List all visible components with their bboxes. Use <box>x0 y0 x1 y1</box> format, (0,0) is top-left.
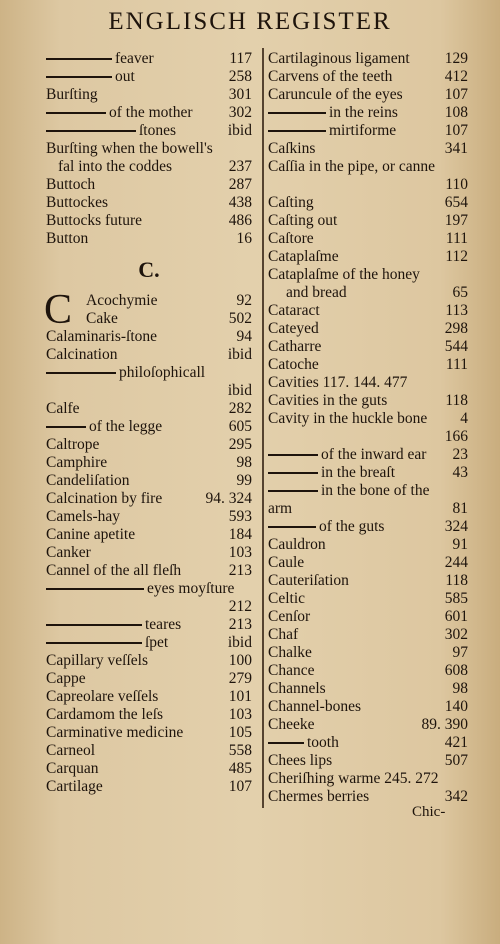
index-entry <box>268 680 468 698</box>
entry-page-number: 412 <box>444 68 468 85</box>
entry-term: Chance <box>268 662 315 679</box>
entry-page-number: 302 <box>228 104 252 121</box>
index-entry <box>268 356 468 374</box>
repeat-dash <box>46 372 116 374</box>
entry-page-number: 107 <box>228 778 252 795</box>
entry-term: and bread <box>286 284 347 301</box>
entry-term: Camphire <box>46 454 108 471</box>
index-entry <box>46 230 252 248</box>
entry-term: eyes moyſture <box>147 580 235 597</box>
entry-page-number: 94. 324 <box>205 490 252 507</box>
index-entry <box>268 554 468 572</box>
entry-term: Capillary veſſels <box>46 652 149 669</box>
index-entry <box>46 86 252 104</box>
entry-term: Carvens of the teeth <box>268 68 393 85</box>
entry-term: Cappe <box>46 670 86 687</box>
entry-page-number: 287 <box>228 176 252 193</box>
index-entry <box>46 490 252 508</box>
entry-term: Caſting out <box>268 212 338 229</box>
entry-page-number: 279 <box>228 670 252 687</box>
entry-page-number: 324 <box>444 518 468 535</box>
index-entry <box>268 464 468 482</box>
index-entry <box>268 590 468 608</box>
index-entry <box>46 580 252 598</box>
index-entry <box>46 158 252 176</box>
entry-term: Burſting when the bowell's <box>46 140 213 157</box>
column-divider <box>262 48 264 808</box>
entry-term: Calaminaris-ſtone <box>46 328 158 345</box>
entry-term: out <box>115 68 135 85</box>
entry-term: Canker <box>46 544 91 561</box>
repeat-dash <box>268 454 318 456</box>
index-entry <box>268 716 468 734</box>
index-entry <box>46 724 252 742</box>
entry-term: Calcination <box>46 346 118 363</box>
index-entry <box>46 140 252 158</box>
entry-term: Caruncule of the eyes <box>268 86 403 103</box>
entry-term: in the bone of the <box>321 482 430 499</box>
repeat-dash <box>268 526 316 528</box>
entry-page-number: 213 <box>228 616 252 633</box>
entry-term: Chalke <box>268 644 312 661</box>
index-entry <box>46 176 252 194</box>
index-entry <box>46 508 252 526</box>
index-entry <box>268 212 468 230</box>
entry-term: Cauldron <box>268 536 326 553</box>
entry-term: Caltrope <box>46 436 100 453</box>
index-entry <box>46 454 252 472</box>
repeat-dash <box>46 112 106 114</box>
entry-page-number: 237 <box>228 158 252 175</box>
index-entry <box>268 482 468 500</box>
entry-page-number: 91 <box>452 536 468 553</box>
entry-page-number: ibid <box>227 634 252 651</box>
repeat-dash <box>46 76 112 78</box>
entry-term: feaver <box>115 50 154 67</box>
index-entry <box>46 616 252 634</box>
repeat-dash <box>46 588 144 590</box>
index-entry <box>268 644 468 662</box>
entry-page-number: 100 <box>228 652 252 669</box>
entry-term: Cavities 117. 144. 477 <box>268 374 408 391</box>
entry-term: Catharre <box>268 338 322 355</box>
entry-term: Chermes berries <box>268 788 370 805</box>
entry-page-number: 301 <box>228 86 252 103</box>
entry-term: of the legge <box>89 418 163 435</box>
entry-term: Cartilaginous ligament <box>268 50 410 67</box>
entry-term: Buttocks future <box>46 212 142 229</box>
entry-page-number: 585 <box>444 590 468 607</box>
index-entry <box>46 310 252 328</box>
entry-page-number: 282 <box>228 400 252 417</box>
repeat-dash <box>268 112 326 114</box>
repeat-dash <box>268 490 318 492</box>
entry-term: of the guts <box>319 518 385 535</box>
entry-term: ſtones <box>139 122 177 139</box>
entry-term: Calfe <box>46 400 80 417</box>
entry-page-number: 593 <box>228 508 252 525</box>
section-heading: C. <box>138 257 160 282</box>
entry-page-number: 302 <box>444 626 468 643</box>
entry-term: Button <box>46 230 89 247</box>
repeat-dash <box>46 642 142 644</box>
entry-term: Carneol <box>46 742 96 759</box>
entry-term: Cheriſhing warme 245. 272 <box>268 770 439 787</box>
index-entry <box>46 104 252 122</box>
entry-page-number: 601 <box>444 608 468 625</box>
entry-term: Cartilage <box>46 778 103 795</box>
entry-page-number: 342 <box>444 788 468 805</box>
entry-term: Cavity in the huckle bone <box>268 410 428 427</box>
entry-page-number: 166 <box>444 428 468 445</box>
page-header: ENGLISCH REGISTER <box>108 8 392 35</box>
index-entry <box>268 302 468 320</box>
entry-term: Cauteriſation <box>268 572 349 589</box>
entry-page-number: 544 <box>444 338 468 355</box>
index-entry <box>268 230 468 248</box>
entry-page-number: 129 <box>444 50 468 67</box>
index-entry <box>268 752 468 770</box>
entry-term: Chees lips <box>268 752 333 769</box>
entry-term: in the breaſt <box>321 464 396 481</box>
entry-term: Acochymie <box>86 292 158 309</box>
index-entry <box>268 500 468 518</box>
entry-page-number: 298 <box>444 320 468 337</box>
index-entry <box>268 698 468 716</box>
entry-page-number: 99 <box>236 472 252 489</box>
entry-term: tooth <box>307 734 339 751</box>
entry-page-number: ibid <box>227 122 252 139</box>
entry-term: Cake <box>86 310 118 327</box>
repeat-dash <box>268 472 318 474</box>
entry-term: Cataract <box>268 302 320 319</box>
index-entry <box>46 436 252 454</box>
entry-page-number: 23 <box>452 446 468 463</box>
entry-page-number: 110 <box>445 176 468 193</box>
repeat-dash <box>46 58 112 60</box>
entry-term: Caſkins <box>268 140 316 157</box>
index-entry <box>268 662 468 680</box>
index-entry <box>268 518 468 536</box>
index-entry <box>268 266 468 284</box>
entry-term: of the inward ear <box>321 446 427 463</box>
index-entry <box>46 364 252 382</box>
left-column <box>46 50 252 796</box>
repeat-dash <box>46 130 136 132</box>
entry-term: Burſting <box>46 86 98 103</box>
index-entry <box>46 526 252 544</box>
index-entry <box>268 410 468 428</box>
entry-page-number: 98 <box>452 680 468 697</box>
index-entry <box>46 346 252 364</box>
entry-page-number: 111 <box>445 230 468 247</box>
index-entry <box>46 760 252 778</box>
index-entry <box>46 634 252 652</box>
index-entry <box>268 68 468 86</box>
index-entry <box>46 688 252 706</box>
entry-page-number: 258 <box>228 68 252 85</box>
index-entry <box>46 328 252 346</box>
repeat-dash <box>46 624 142 626</box>
index-entry <box>268 338 468 356</box>
entry-page-number: 118 <box>445 572 468 589</box>
entry-term: teares <box>145 616 182 633</box>
index-entry <box>268 320 468 338</box>
entry-term: philoſophicall <box>119 364 206 381</box>
index-entry <box>268 608 468 626</box>
entry-term: Buttockes <box>46 194 108 211</box>
entry-term: Caſtore <box>268 230 314 247</box>
entry-page-number: 558 <box>228 742 252 759</box>
repeat-dash <box>46 426 86 428</box>
index-entry <box>46 544 252 562</box>
entry-page-number: 43 <box>452 464 468 481</box>
entry-page-number: 103 <box>228 706 252 723</box>
index-entry <box>268 158 468 176</box>
index-entry <box>268 248 468 266</box>
entry-page-number: 502 <box>228 310 252 327</box>
entry-page-number: 117 <box>229 50 252 67</box>
entry-page-number: 507 <box>444 752 468 769</box>
entry-term: Camels-hay <box>46 508 121 525</box>
entry-page-number: 485 <box>228 760 252 777</box>
index-entry <box>46 778 252 796</box>
entry-page-number: 103 <box>228 544 252 561</box>
index-entry <box>46 50 252 68</box>
entry-page-number: 105 <box>228 724 252 741</box>
entry-page-number: 213 <box>228 562 252 579</box>
index-entry <box>46 68 252 86</box>
entry-term: Channels <box>268 680 326 697</box>
entry-term: Cataplaſme <box>268 248 339 265</box>
entry-page-number: 295 <box>228 436 252 453</box>
entry-term: Cateyed <box>268 320 319 337</box>
entry-term: Buttoch <box>46 176 96 193</box>
entry-term: fal into the coddes <box>58 158 173 175</box>
entry-term: Cenſor <box>268 608 311 625</box>
entry-term: Channel-bones <box>268 698 361 715</box>
index-entry <box>46 212 252 230</box>
entry-term: Candeliſation <box>46 472 130 489</box>
entry-term: Cheeke <box>268 716 315 733</box>
entry-term: ſpet <box>145 634 169 651</box>
entry-page-number: 16 <box>236 230 252 247</box>
entry-page-number: 98 <box>236 454 252 471</box>
index-entry <box>268 446 468 464</box>
index-entry <box>46 598 252 616</box>
index-entry <box>46 122 252 140</box>
index-entry <box>46 382 252 400</box>
entry-term: Cavities in the guts <box>268 392 388 409</box>
entry-page-number: 97 <box>452 644 468 661</box>
index-entry <box>268 572 468 590</box>
index-entry <box>268 626 468 644</box>
entry-term: Cardamom the leſs <box>46 706 164 723</box>
index-entry <box>46 194 252 212</box>
entry-page-number: 421 <box>444 734 468 751</box>
entry-page-number: 140 <box>444 698 468 715</box>
index-entry <box>46 670 252 688</box>
entry-page-number: ibid <box>227 382 252 399</box>
index-entry <box>268 392 468 410</box>
index-entry <box>268 140 468 158</box>
index-entry <box>268 104 468 122</box>
initial-letter: C <box>44 287 73 333</box>
entry-term: arm <box>268 500 293 517</box>
entry-page-number: 65 <box>452 284 468 301</box>
entry-page-number: 608 <box>444 662 468 679</box>
index-entry <box>268 176 468 194</box>
index-entry <box>46 472 252 490</box>
entry-page-number: 92 <box>236 292 252 309</box>
index-entry <box>46 562 252 580</box>
entry-page-number: 108 <box>444 104 468 121</box>
entry-page-number: ibid <box>227 346 252 363</box>
entry-page-number: 94 <box>236 328 252 345</box>
entry-term: Caſting <box>268 194 314 211</box>
entry-term: Celtic <box>268 590 306 607</box>
entry-page-number: 4 <box>460 410 468 427</box>
entry-page-number: 244 <box>444 554 468 571</box>
right-column <box>268 50 468 806</box>
entry-term: Caſſia in the pipe, or canne <box>268 158 435 175</box>
index-entry <box>268 734 468 752</box>
index-entry <box>268 770 468 788</box>
entry-page-number: 654 <box>444 194 468 211</box>
entry-term: in the reins <box>329 104 398 121</box>
entry-page-number: 486 <box>228 212 252 229</box>
entry-term: Cataplaſme of the honey <box>268 266 420 283</box>
entry-term: Catoche <box>268 356 319 373</box>
index-entry <box>46 652 252 670</box>
entry-page-number: 113 <box>445 302 468 319</box>
index-entry <box>46 400 252 418</box>
repeat-dash <box>268 130 326 132</box>
entry-page-number: 438 <box>228 194 252 211</box>
entry-page-number: 112 <box>445 248 468 265</box>
entry-term: Calcination by fire <box>46 490 163 507</box>
index-entry <box>268 50 468 68</box>
entry-page-number: 107 <box>444 86 468 103</box>
entry-page-number: 118 <box>445 392 468 409</box>
entry-term: Capreolare veſſels <box>46 688 159 705</box>
entry-term: Caule <box>268 554 305 571</box>
index-entry <box>268 374 468 392</box>
entry-page-number: 184 <box>228 526 252 543</box>
entry-term: Cannel of the all fleſh <box>46 562 182 579</box>
entry-page-number: 81 <box>452 500 468 517</box>
entry-page-number: 341 <box>444 140 468 157</box>
catchword: Chic- <box>412 804 446 820</box>
index-entry <box>46 706 252 724</box>
entry-term: of the mother <box>109 104 193 121</box>
index-entry <box>268 86 468 104</box>
index-entry <box>268 536 468 554</box>
index-entry <box>46 418 252 436</box>
repeat-dash <box>268 742 304 744</box>
entry-page-number: 107 <box>444 122 468 139</box>
entry-term: Canine apetite <box>46 526 136 543</box>
index-entry <box>268 194 468 212</box>
entry-term: Carquan <box>46 760 99 777</box>
entry-page-number: 111 <box>445 356 468 373</box>
entry-term: mirtiforme <box>329 122 397 139</box>
index-entry <box>268 122 468 140</box>
entry-term: Chaf <box>268 626 299 643</box>
index-entry <box>268 284 468 302</box>
entry-term: Carminative medicine <box>46 724 184 741</box>
entry-page-number: 89. 390 <box>421 716 468 733</box>
index-entry <box>268 428 468 446</box>
entry-page-number: 212 <box>228 598 252 615</box>
entry-page-number: 197 <box>444 212 468 229</box>
entry-page-number: 605 <box>228 418 252 435</box>
index-entry <box>46 742 252 760</box>
entry-page-number: 101 <box>228 688 252 705</box>
